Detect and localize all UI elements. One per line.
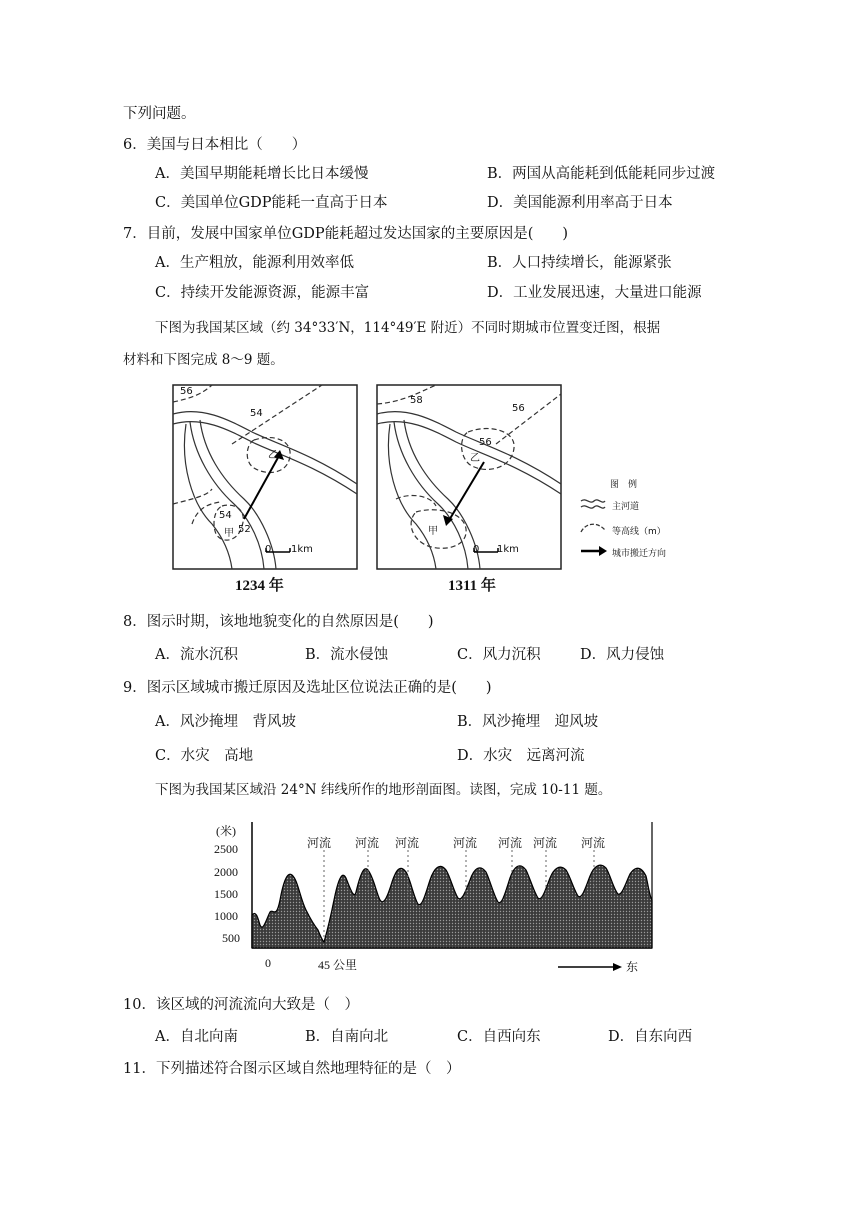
profile-ytick-1500: 1500 bbox=[214, 887, 238, 901]
q7-option-d: D．工业发展迅速，大量进口能源 bbox=[487, 285, 702, 301]
intro-tail: 下列问题。 bbox=[123, 106, 196, 122]
q10-stem: 10．该区域的河流流向大致是（ ） bbox=[123, 997, 359, 1013]
profile-river-label-7: 河流 bbox=[581, 836, 606, 850]
profile-river-label-4: 河流 bbox=[453, 836, 478, 850]
q10-option-c: C．自西向东 bbox=[457, 1029, 541, 1045]
legend-arrow-icon bbox=[580, 544, 608, 558]
q9-option-d: D．水灾 远离河流 bbox=[457, 748, 585, 764]
map-1311 bbox=[376, 384, 562, 570]
q9-option-c: C．水灾 高地 bbox=[155, 748, 254, 764]
q8-option-a: A．流水沉积 bbox=[155, 647, 238, 663]
map-1234-label-54: 54 bbox=[219, 510, 232, 521]
profile-ytick-500: 500 bbox=[222, 931, 240, 945]
q6-stem: 6．美国与日本相比（ ） bbox=[123, 137, 307, 153]
legend-river: 主河道 bbox=[612, 502, 640, 512]
profile-river-label-1: 河流 bbox=[307, 836, 332, 850]
legend-river-icon bbox=[580, 496, 606, 512]
q11-stem: 11．下列描述符合图示区域自然地理特征的是（ ） bbox=[123, 1061, 461, 1077]
map-1311-scale-0: 0 bbox=[473, 544, 480, 555]
map-1234-scale-0: 0 bbox=[265, 544, 272, 555]
map-1311-scale-km: 1km bbox=[497, 544, 519, 555]
map-1311-label-58: 58 bbox=[410, 395, 423, 406]
map-1234-label-54-top: 54 bbox=[250, 408, 263, 419]
map-1234-label-56: 56 bbox=[180, 386, 193, 397]
map-1311-label-56-right: 56 bbox=[512, 403, 525, 414]
q10-option-a: A．自北向南 bbox=[155, 1029, 238, 1045]
q8-stem: 8．图示时期，该地地貌变化的自然原因是( ) bbox=[123, 614, 434, 630]
map-1234-scale-km: 1km bbox=[291, 544, 313, 555]
profile-river-label-6: 河流 bbox=[533, 836, 558, 850]
q10-option-d: D．自东向西 bbox=[608, 1029, 693, 1045]
map-1234-label-jia: 甲 bbox=[224, 528, 234, 539]
profile-terrain bbox=[252, 865, 652, 948]
map-1311-label-56: 56 bbox=[479, 437, 492, 448]
q8-option-c: C．风力沉积 bbox=[457, 647, 541, 663]
legend-contour-icon bbox=[580, 520, 606, 536]
q8-option-b: B．流水侵蚀 bbox=[305, 647, 389, 663]
q6-option-c: C．美国单位GDP能耗一直高于日本 bbox=[155, 195, 388, 211]
q7-option-b: B．人口持续增长，能源紧张 bbox=[487, 255, 672, 271]
map-1234 bbox=[172, 384, 358, 570]
profile-ytick-2000: 2000 bbox=[214, 865, 238, 879]
profile-river-label-5: 河流 bbox=[498, 836, 523, 850]
profile-x-zero: 0 bbox=[265, 956, 271, 970]
profile-unit: (米) bbox=[216, 824, 236, 838]
profile-east-label: 东 bbox=[626, 960, 639, 974]
profile-intro: 下图为我国某区域沿 24°N 纬线所作的地形剖面图。读图，完成 10-11 题。 bbox=[155, 782, 612, 798]
q9-option-b: B．风沙掩埋 迎风坡 bbox=[457, 714, 599, 730]
map-1234-year: 1234 年 bbox=[235, 578, 284, 594]
q6-option-b: B．两国从高能耗到低能耗同步过渡 bbox=[487, 166, 716, 182]
map-intro-line-1: 下图为我国某区域（约 34°33′N，114°49′E 附近）不同时期城市位置变迁图，根据 bbox=[155, 320, 661, 336]
profile-x-45km: 45 公里 bbox=[318, 958, 358, 972]
q7-stem: 7．目前，发展中国家单位GDP能耗超过发达国家的主要原因是( ) bbox=[123, 226, 569, 242]
map-1234-label-52: 52 bbox=[238, 524, 251, 535]
q7-option-c: C．持续开发能源资源，能源丰富 bbox=[155, 285, 370, 301]
legend-title: 图 例 bbox=[610, 480, 638, 490]
profile-ytick-2500: 2500 bbox=[214, 842, 238, 856]
q9-stem: 9．图示区域城市搬迁原因及选址区位说法正确的是( ) bbox=[123, 680, 492, 696]
q8-option-d: D．风力侵蚀 bbox=[580, 647, 665, 663]
map-1311-label-yi: 乙 bbox=[470, 453, 480, 464]
map-1234-label-yi: 乙 bbox=[268, 450, 278, 461]
profile-ytick-1000: 1000 bbox=[214, 909, 238, 923]
legend-contour: 等高线（m） bbox=[612, 527, 666, 537]
profile-east-arrow-icon bbox=[557, 962, 623, 972]
q6-option-d: D．美国能源利用率高于日本 bbox=[487, 195, 673, 211]
q6-option-a: A．美国早期能耗增长比日本缓慢 bbox=[155, 166, 369, 182]
legend-arrow: 城市搬迁方向 bbox=[612, 549, 667, 559]
profile-river-label-2: 河流 bbox=[355, 836, 380, 850]
q7-option-a: A．生产粗放，能源利用效率低 bbox=[155, 255, 354, 271]
map-intro-line-2: 材料和下图完成 8～9 题。 bbox=[123, 352, 284, 368]
q9-option-a: A．风沙掩埋 背风坡 bbox=[155, 714, 296, 730]
q10-option-b: B．自南向北 bbox=[305, 1029, 389, 1045]
map-1311-label-jia: 甲 bbox=[428, 526, 438, 537]
map-1311-year: 1311 年 bbox=[448, 578, 496, 594]
profile-river-label-3: 河流 bbox=[395, 836, 420, 850]
